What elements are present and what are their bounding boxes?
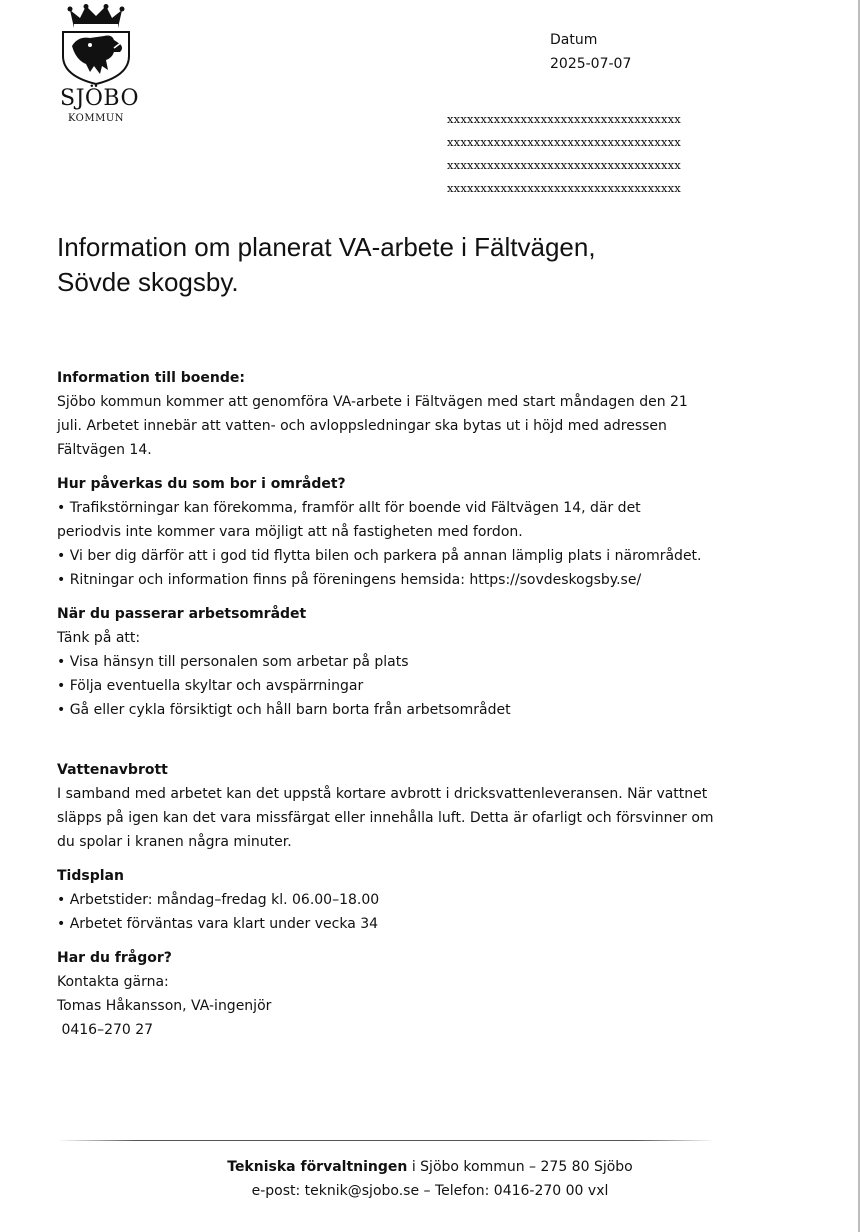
contact-name: Tomas Håkansson, VA-ingenjör bbox=[57, 998, 272, 1014]
document-body bbox=[57, 366, 777, 1052]
text-line: juli. Arbetet innebär att vatten- och avloppsledningar ska bytas ut i höjd med adressen bbox=[57, 418, 667, 434]
address-line: xxxxxxxxxxxxxxxxxxxxxxxxxxxxxxxxxxx bbox=[447, 135, 681, 149]
section-water bbox=[57, 758, 777, 854]
date-label: Datum bbox=[550, 32, 598, 48]
text-line: • Arbetet förväntas vara klart under vecka 34 bbox=[57, 916, 379, 932]
footer-department: Tekniska förvaltningen bbox=[227, 1159, 408, 1175]
text-line: Tänk på att: bbox=[57, 630, 141, 646]
section-schedule bbox=[57, 864, 777, 936]
footer-address-line bbox=[57, 1155, 803, 1179]
text-line: • Ritningar och information finns på föreningens hemsida: https://sovdeskogsby.se/ bbox=[57, 572, 642, 588]
section-questions bbox=[57, 946, 777, 1042]
text-line: Kontakta gärna: bbox=[57, 974, 169, 990]
title-line: Sövde skogsby. bbox=[57, 267, 239, 297]
text-line: • Trafikstörningar kan förekomma, framför allt för boende vid Fältvägen 14, där det bbox=[57, 500, 641, 516]
text-line: Fältvägen 14. bbox=[57, 442, 152, 458]
logo-name: SJÖBO bbox=[60, 86, 140, 111]
text-line: Sjöbo kommun kommer att genomföra VA-arbete i Fältvägen med start måndagen den 21 bbox=[57, 394, 688, 410]
text-line: • Arbetstider: måndag–fredag kl. 06.00–18.00 bbox=[57, 892, 380, 908]
section-passing bbox=[57, 602, 777, 722]
section-heading: Har du frågor? bbox=[57, 950, 172, 966]
footer-contact: e-post: teknik@sjobo.se – Telefon: 0416-270 00 vxl bbox=[251, 1183, 609, 1199]
text-line: • Gå eller cykla försiktigt och håll barn borta från arbetsområdet bbox=[57, 702, 511, 718]
section-heading: Tidsplan bbox=[57, 868, 124, 884]
recipient-address bbox=[447, 108, 681, 200]
address-line: xxxxxxxxxxxxxxxxxxxxxxxxxxxxxxxxxxx bbox=[447, 158, 681, 172]
coat-of-arms-boar-crown-icon bbox=[60, 4, 132, 86]
text-line: du spolar i kranen några minuter. bbox=[57, 834, 292, 850]
text-line: periodvis inte kommer vara möjligt att nå fastigheten med fordon. bbox=[57, 524, 523, 540]
footer-location: i Sjöbo kommun – 275 80 Sjöbo bbox=[407, 1159, 633, 1175]
text-line: • Visa hänsyn till personalen som arbetar på plats bbox=[57, 654, 409, 670]
title-line: Information om planerat VA-arbete i Fältvägen, bbox=[57, 232, 596, 262]
section-impact bbox=[57, 472, 777, 592]
date-value: 2025-07-07 bbox=[550, 56, 632, 72]
footer-divider bbox=[57, 1140, 715, 1141]
municipality-logo bbox=[60, 4, 140, 128]
page-edge bbox=[858, 0, 860, 1232]
text-line: släpps på igen kan det vara missfärgat eller innehålla luft. Detta är ofarligt och försvinner om bbox=[57, 810, 714, 826]
contact-phone: 0416–270 27 bbox=[57, 1022, 154, 1038]
section-info bbox=[57, 366, 777, 462]
date-block bbox=[550, 28, 631, 76]
document-title bbox=[57, 230, 596, 300]
text-line: • Följa eventuella skyltar och avspärrningar bbox=[57, 678, 364, 694]
section-heading: Vattenavbrott bbox=[57, 762, 168, 778]
text-line: I samband med arbetet kan det uppstå kortare avbrott i dricksvattenleveransen. När vattnet bbox=[57, 786, 708, 802]
text-line: • Vi ber dig därför att i god tid flytta bilen och parkera på annan lämplig plats i närområdet. bbox=[57, 548, 702, 564]
spacer bbox=[57, 732, 777, 758]
section-heading: Hur påverkas du som bor i området? bbox=[57, 476, 346, 492]
logo-subtitle: KOMMUN bbox=[67, 113, 125, 124]
address-line: xxxxxxxxxxxxxxxxxxxxxxxxxxxxxxxxxxx bbox=[447, 181, 681, 195]
section-heading: Information till boende: bbox=[57, 370, 245, 386]
footer bbox=[57, 1155, 803, 1203]
section-heading: När du passerar arbetsområdet bbox=[57, 606, 307, 622]
address-line: xxxxxxxxxxxxxxxxxxxxxxxxxxxxxxxxxxx bbox=[447, 112, 681, 126]
